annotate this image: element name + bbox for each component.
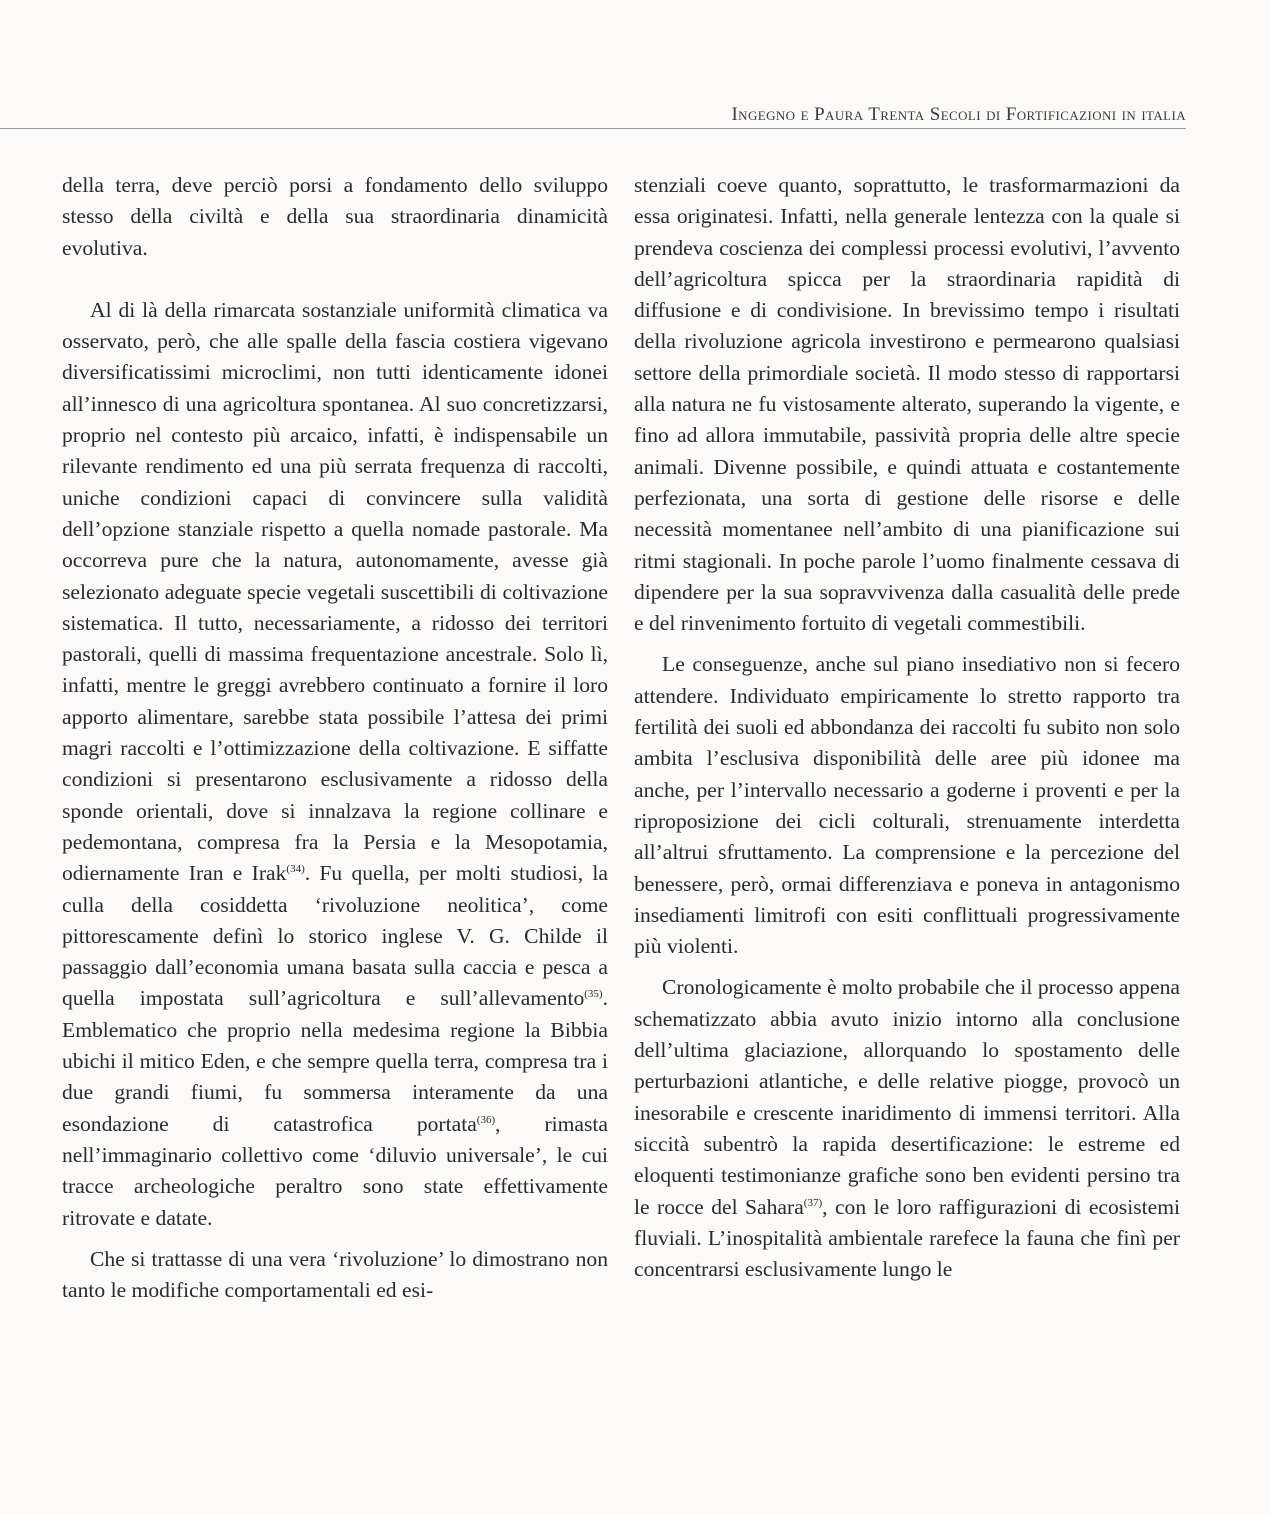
- text-run: , rimasta nell’immaginario collettivo come ‘diluvio universale’, le cui tracce archeologiche peraltro sono state effettivamente ritrovate e datate.: [62, 1111, 608, 1230]
- text-run: Cronologicamente è molto probabile che il processo appena schematizzato abbia avuto inizio intorno alla conclusione dell’ultima glaciazione, allorquando lo spostamento delle perturbazioni atlantiche, e delle relative piogge, provocò un inesorabile e crescente inaridimento di immensi territori. Alla siccità subentrò la rapida desertificazione: le estreme ed eloquenti testimonianze grafiche sono ben evidenti persino tra le rocce del Sahara: [634, 975, 1180, 1219]
- left-column: [62, 170, 608, 1306]
- paragraph: della terra, deve perciò porsi a fondamento dello sviluppo stesso della civiltà e della sua straordinaria dinamicità evolutiva.: [62, 173, 608, 260]
- running-header: Ingegno e Paura Trenta Secoli di Fortificazioni in italia: [731, 104, 1186, 125]
- paragraph: [634, 972, 1180, 1285]
- text-run: , con le loro raffigurazioni di ecosistemi fluviali. L’inospitalità ambientale rarefece la fauna che finì per concentrarsi esclusivamente lungo le: [634, 1194, 1180, 1282]
- right-column: [634, 170, 1180, 1285]
- paragraph: stenziali coeve quanto, soprattutto, le trasformarmazioni da essa originatesi. Infatti, nella generale lentezza con la quale si prendeva coscienza dei complessi processi evolutivi, l’avvento dell’agricoltura spicca per la straordinaria rapidità di diffusione e di condivisione. In brevissimo tempo i risultati della rivoluzione agricola investirono e permearono qualsiasi settore della primordiale società. Il modo stesso di rapportarsi alla natura ne fu vistosamente alterato, superando la vigente, e fino ad allora immutabile, passività propria delle altre specie animali. Divenne possibile, e quindi attuata e costantemente perfezionata, una sorta di gestione delle risorse e delle necessità momentanee nell’ambito di una pianificazione sui ritmi stagionali. In poche parole l’uomo finalmente cessava di dipendere per la sua sopravvivenza dalla casualità delle prede e del rinvenimento fortuito di vegetali commestibili.: [634, 173, 1180, 636]
- paragraph: Le conseguenze, anche sul piano insediativo non si fecero attendere. Individuato empiricamente lo stretto rapporto tra fertilità dei suoli ed abbondanza dei raccolti fu subito non solo ambita l’esclusiva disponibilità delle aree più idonee ma anche, per l’intervallo necessario a goderne i proventi e per la riproposizione dei cicli colturali, strenuamente interdetta all’altrui sfruttamento. La comprensione e la percezione del benessere, però, ormai differenziava e poneva in antagonismo insediamenti limitrofi con esiti conflittuali progressivamente più violenti.: [634, 652, 1180, 959]
- footnote-ref: (36): [476, 1113, 496, 1126]
- paragraph: [62, 295, 608, 1234]
- text-run: . Fu quella, per molti studiosi, la culla della cosiddetta ‘rivoluzione neolitica’, come pittorescamente definì lo storico inglese V. G. Childe il passaggio dall’economia umana basata sulla caccia e pesca a quella impostata sull’agricoltura e sull’allevamento: [62, 861, 608, 1011]
- text-run: Al di là della rimarcata sostanziale uniformità climatica va osservato, però, che alle spalle della fascia costiera vigevano diversificatissimi microclimi, non tutti identicamente idonei all’innesco di una agricoltura spontanea. Al suo concretizzarsi, proprio nel contesto più arcaico, infatti, è indispensabile un rilevante rendimento ed una più serrata frequenza di raccolti, uniche condizioni capaci di convincere sulla validità dell’opzione stanziale rispetto a quella nomade pastorale. Ma occorreva pure che la natura, autonomamente, avesse già selezionato adeguate specie vegetali suscettibili di coltivazione sistematica. Il tutto, necessariamente, a ridosso dei territori pastorali, quelli di massima frequentazione ancestrale. Solo lì, infatti, mentre le greggi avrebbero continuato a fornire il loro apporto alimentare, sarebbe stata possibile l’attesa dei primi magri raccolti e l’ottimizzazione della coltivazione. E siffatte condizioni si presentarono esclusivamente a ridosso della sponde orientali, dove si innalzava la regione collinare e pedemontana, compresa fra la Persia e la Mesopotamia, odiernamente Iran e Irak: [62, 297, 608, 886]
- header-rule: [0, 128, 1186, 129]
- paragraph: Che si trattasse di una vera ‘rivoluzione’ lo dimostrano non tanto le modifiche comportamentali ed esi-: [62, 1246, 608, 1303]
- footnote-ref: (35): [584, 988, 603, 1001]
- text-run: . Emblematico che proprio nella medesima regione la Bibbia ubichi il mitico Eden, e che sempre quella terra, compresa tra i due grandi fiumi, fu sommersa interamente da una esondazione di catastrofica portata: [62, 986, 608, 1136]
- footnote-ref: (37): [803, 1196, 823, 1209]
- footnote-ref: (34): [286, 863, 305, 876]
